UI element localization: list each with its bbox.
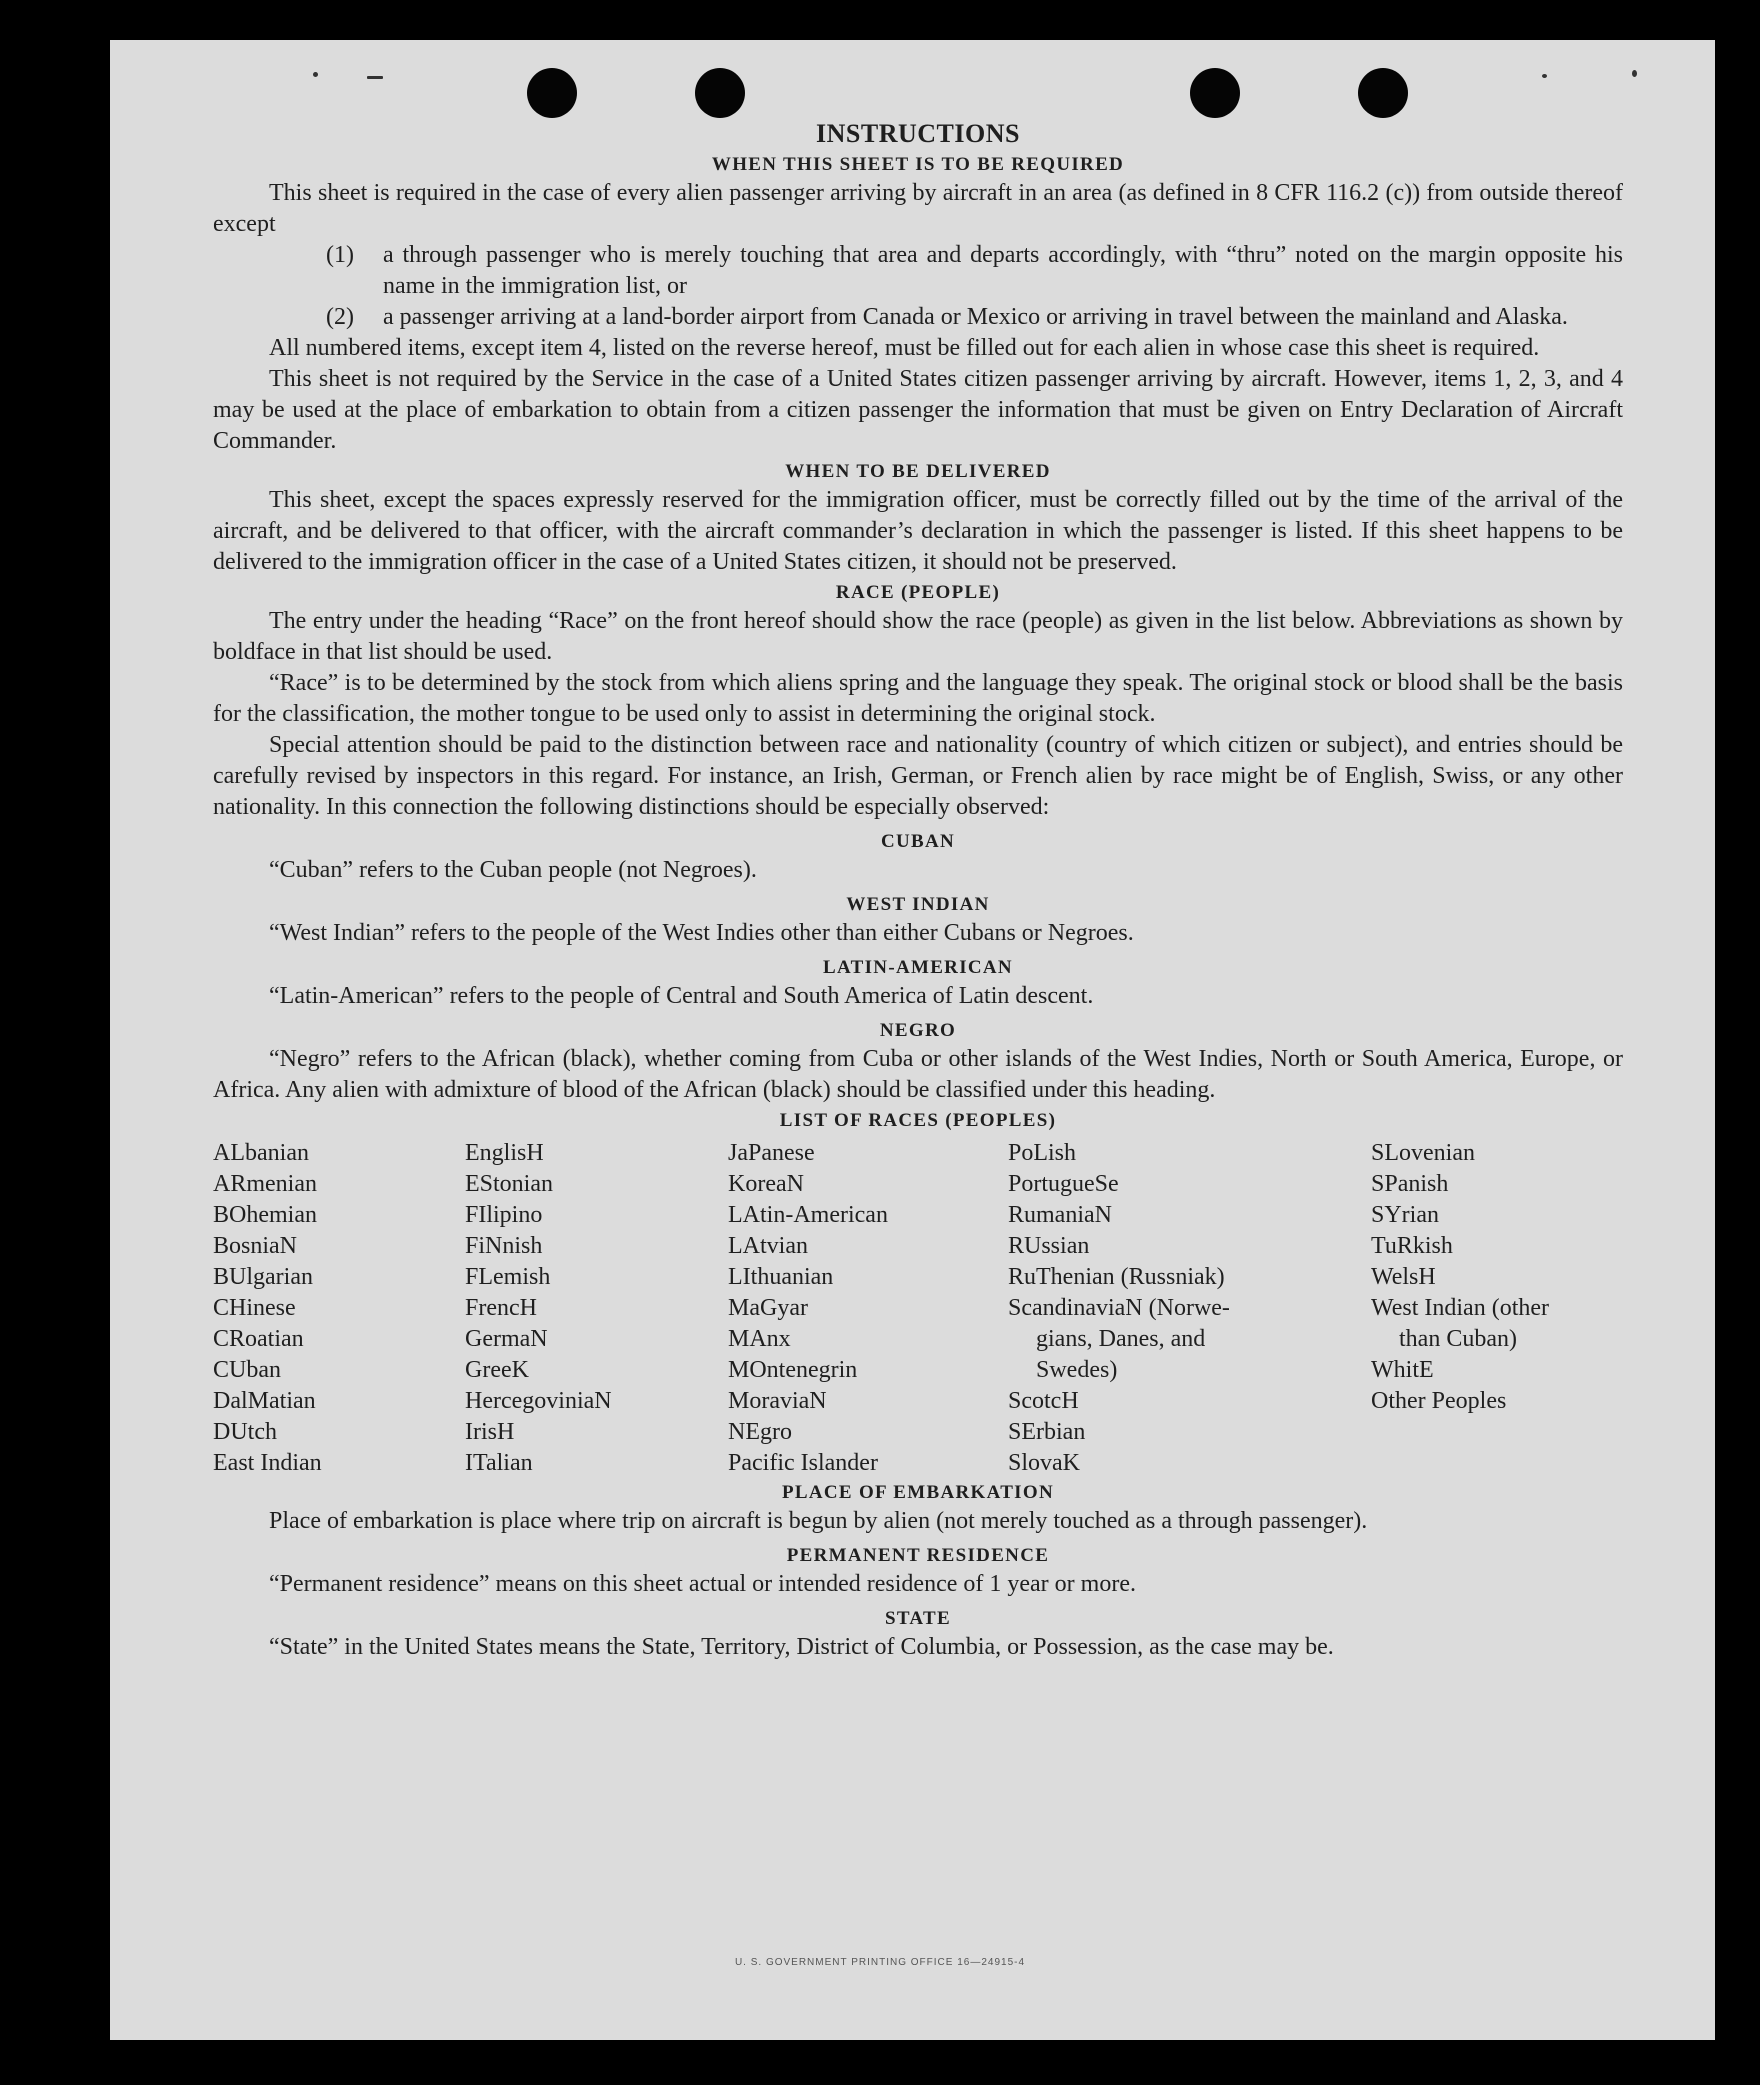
race-item: MAnx	[728, 1326, 791, 1352]
scan-speck	[367, 76, 383, 79]
race-item: SYrian	[1371, 1202, 1439, 1228]
race-item: MOntenegrin	[728, 1357, 858, 1383]
race-item: KoreaN	[728, 1171, 804, 1197]
race-item: LAtin-American	[728, 1202, 888, 1228]
section-heading: WHEN THIS SHEET IS TO BE REQUIRED	[711, 154, 1125, 175]
paragraph: The entry under the heading “Race” on the front hereof should show the race (people) as given in the list below. Abbreviations as shown by boldface in that list should be used.	[213, 608, 1623, 665]
race-column	[1008, 1138, 1308, 1479]
race-item: SLovenian	[1371, 1140, 1475, 1166]
race-item: FrencH	[465, 1295, 537, 1321]
punch-hole	[1190, 68, 1240, 118]
race-item: CRoatian	[213, 1326, 304, 1352]
race-item: SPanish	[1371, 1171, 1449, 1197]
race-item: Pacific Islander	[728, 1450, 878, 1476]
race-item: ScandinaviaN (Norwe-	[1008, 1295, 1230, 1321]
race-item: Other Peoples	[1371, 1388, 1507, 1414]
race-item: East Indian	[213, 1450, 322, 1476]
race-item: FIlipino	[465, 1202, 543, 1228]
race-item: BOhemian	[213, 1202, 317, 1228]
paragraph: “Permanent residence” means on this sheet actual or intended residence of 1 year or more.	[269, 1571, 1136, 1597]
race-column	[213, 1138, 322, 1479]
scan-speck	[1542, 74, 1547, 78]
section-heading: WEST INDIAN	[846, 894, 990, 915]
race-item: ARmenian	[213, 1171, 317, 1197]
section-heading: RACE (PEOPLE)	[835, 582, 1001, 603]
punch-hole	[695, 68, 745, 118]
race-item: RUssian	[1008, 1233, 1090, 1259]
race-item: DalMatian	[213, 1388, 316, 1414]
scan-speck	[1632, 70, 1637, 77]
section-heading: LATIN-AMERICAN	[823, 957, 1013, 978]
paragraph: This sheet, except the spaces expressly reserved for the immigration officer, must be correctly filled out by the time of the arrival of the aircraft, and be delivered to that officer, with the aircraft commander’s declaration in which the passenger is listed. If this sheet happens to be delivered to the immigration officer in the case of a United States citizen, it should not be preserved.	[213, 487, 1623, 575]
list-item	[213, 302, 1623, 333]
paragraph: This sheet is not required by the Service in the case of a United States citizen passenger arriving by aircraft. However, items 1, 2, 3, and 4 may be used at the place of embarkation to obtain from a citizen passenger the information that must be given on Entry Declaration of Aircraft Commander.	[213, 366, 1623, 454]
race-item: IrisH	[465, 1419, 515, 1445]
race-item: EStonian	[465, 1171, 553, 1197]
race-item: LAtvian	[728, 1233, 808, 1259]
race-item: than Cuban)	[1399, 1326, 1517, 1352]
race-item: FiNnish	[465, 1233, 543, 1259]
instructions-page	[213, 115, 1623, 1663]
race-item: MaGyar	[728, 1295, 808, 1321]
paragraph: “State” in the United States means the State, Territory, District of Columbia, or Possession, as the case may be.	[269, 1634, 1334, 1660]
race-item: CUban	[213, 1357, 281, 1383]
race-item: FLemish	[465, 1264, 551, 1290]
paragraph: “Negro” refers to the African (black), whether coming from Cuba or other islands of the West Indies, North or South America, Europe, or Africa. Any alien with admixture of blood of the African (black) should be classified under this heading.	[213, 1046, 1623, 1103]
race-item: WelsH	[1371, 1264, 1436, 1290]
race-item: BUlgarian	[213, 1264, 313, 1290]
race-item: BosniaN	[213, 1233, 297, 1259]
section-heading: LIST OF RACES (PEOPLES)	[779, 1110, 1057, 1131]
paragraph: This sheet is required in the case of every alien passenger arriving by aircraft in an area (as defined in 8 CFR 116.2 (c)) from outside thereof except	[213, 180, 1623, 237]
race-item: RumaniaN	[1008, 1202, 1112, 1228]
paragraph: Place of embarkation is place where trip on aircraft is begun by alien (not merely touched as a through passenger).	[269, 1508, 1368, 1534]
race-item: GermaN	[465, 1326, 548, 1352]
race-item: HercegoviniaN	[465, 1388, 612, 1414]
race-item: RuThenian (Russniak)	[1008, 1264, 1225, 1290]
race-item: Swedes)	[1036, 1357, 1118, 1383]
race-item: CHinese	[213, 1295, 296, 1321]
race-item: NEgro	[728, 1419, 792, 1445]
paragraph: “West Indian” refers to the people of the West Indies other than either Cubans or Negroes.	[269, 920, 1134, 946]
paragraph: “Race” is to be determined by the stock from which aliens spring and the language they speak. The original stock or blood shall be the basis for the classification, the mother tongue to be used only to assist in determining the original stock.	[213, 670, 1623, 727]
section-heading: NEGRO	[879, 1020, 957, 1041]
race-item: GreeK	[465, 1357, 529, 1383]
race-item: DUtch	[213, 1419, 277, 1445]
list-item-text: a through passenger who is merely touching that area and departs accordingly, with “thru” noted on the margin opposite his name in the immigration list, or	[383, 242, 1623, 299]
race-item: ScotcH	[1008, 1388, 1079, 1414]
race-column	[465, 1138, 612, 1479]
race-item: ITalian	[465, 1450, 533, 1476]
section-heading: PLACE OF EMBARKATION	[782, 1482, 1054, 1503]
list-item	[213, 240, 1623, 302]
race-column	[1371, 1138, 1631, 1417]
race-item: West Indian (other	[1371, 1295, 1550, 1321]
paragraph: All numbered items, except item 4, listed on the reverse hereof, must be filled out for each alien in whose case this sheet is required.	[269, 335, 1540, 361]
punch-hole	[1358, 68, 1408, 118]
race-item: LIthuanian	[728, 1264, 834, 1290]
printer-imprint: U. S. GOVERNMENT PRINTING OFFICE 16—24915-4	[734, 1957, 1026, 1968]
race-item: WhitE	[1371, 1357, 1434, 1383]
race-item: TuRkish	[1371, 1233, 1453, 1259]
race-item: MoraviaN	[728, 1388, 827, 1414]
paragraph: Special attention should be paid to the distinction between race and nationality (country of which citizen or subject), and entries should be carefully revised by inspectors in this regard. For instance, an Irish, German, or French alien by race might be of English, Swiss, or any other nationality. In this connection the following distinctions should be especially observed:	[213, 732, 1623, 820]
section-heading: CUBAN	[880, 831, 956, 852]
race-item: EnglisH	[465, 1140, 544, 1166]
section-heading: WHEN TO BE DELIVERED	[785, 461, 1051, 482]
section-heading: PERMANENT RESIDENCE	[786, 1545, 1050, 1566]
race-item: PoLish	[1008, 1140, 1077, 1166]
race-list	[213, 1138, 1623, 1478]
page-title: INSTRUCTIONS	[816, 119, 1020, 148]
race-item: PortugueSe	[1008, 1171, 1119, 1197]
race-item: SErbian	[1008, 1419, 1086, 1445]
race-item: JaPanese	[728, 1140, 815, 1166]
list-item-text: a passenger arriving at a land-border airport from Canada or Mexico or arriving in travel between the mainland and Alaska.	[383, 304, 1568, 330]
section-heading: STATE	[885, 1608, 951, 1629]
race-item: gians, Danes, and	[1036, 1326, 1206, 1352]
race-item: ALbanian	[213, 1140, 309, 1166]
list-item-number: (2)	[326, 304, 354, 330]
list-item-number: (1)	[326, 242, 354, 268]
paragraph: “Latin-American” refers to the people of Central and South America of Latin descent.	[269, 983, 1094, 1009]
race-column	[728, 1138, 888, 1479]
race-item: SlovaK	[1008, 1450, 1080, 1476]
paragraph: “Cuban” refers to the Cuban people (not Negroes).	[269, 857, 757, 883]
punch-hole	[527, 68, 577, 118]
scan-speck	[313, 72, 318, 77]
